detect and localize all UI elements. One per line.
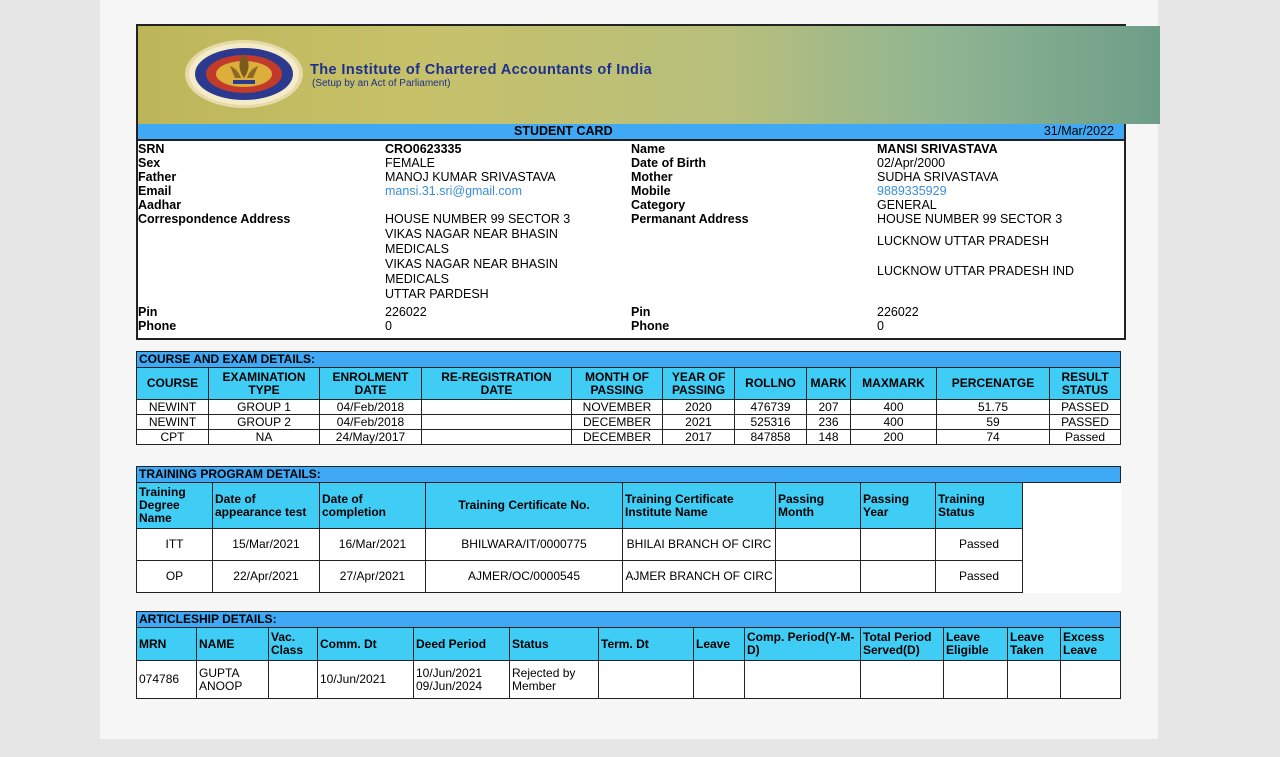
column-header: Passing Month bbox=[776, 483, 861, 529]
table-cell: 22/Apr/2021 bbox=[213, 561, 320, 593]
column-header: Date of completion bbox=[320, 483, 426, 529]
table-cell: ITT bbox=[137, 529, 213, 561]
column-header: Training Status bbox=[936, 483, 1023, 529]
column-header: Deed Period bbox=[414, 628, 510, 661]
leave-eligible-cell bbox=[944, 661, 1008, 699]
training-table bbox=[136, 466, 1121, 593]
column-header: MRN bbox=[137, 628, 197, 661]
table-cell: 16/Mar/2021 bbox=[320, 529, 426, 561]
mother-value: SUDHA SRIVASTAVA bbox=[877, 170, 999, 184]
articleship-table bbox=[136, 611, 1121, 699]
column-header: Comm. Dt bbox=[318, 628, 414, 661]
table-cell bbox=[861, 561, 936, 593]
table-cell: 236 bbox=[807, 415, 851, 430]
table-cell bbox=[861, 529, 936, 561]
column-header: Comp. Period(Y-M-D) bbox=[745, 628, 861, 661]
column-header: NAME bbox=[197, 628, 269, 661]
perm-address-line: LUCKNOW UTTAR PRADESH IND bbox=[877, 264, 1075, 278]
table-cell: PASSED bbox=[1050, 415, 1121, 430]
column-header: Leave bbox=[694, 628, 745, 661]
table-cell bbox=[776, 561, 861, 593]
leave-cell bbox=[694, 661, 745, 699]
column-header: Training Degree Name bbox=[137, 483, 213, 529]
term-dt-cell bbox=[599, 661, 694, 699]
table-cell: NOVEMBER bbox=[572, 400, 663, 415]
table-cell: NEWINT bbox=[137, 400, 209, 415]
table-cell: Passed bbox=[936, 529, 1023, 561]
table-cell: 24/May/2017 bbox=[320, 430, 422, 445]
table-cell: 04/Feb/2018 bbox=[320, 400, 422, 415]
blank-cell bbox=[1023, 483, 1121, 529]
table-row bbox=[137, 430, 1121, 445]
mobile-link[interactable]: 9889335929 bbox=[877, 184, 947, 198]
table-cell: 400 bbox=[851, 400, 937, 415]
table-cell: Passed bbox=[1050, 430, 1121, 445]
mrn-cell: 074786 bbox=[137, 661, 197, 699]
pin2-value: 226022 bbox=[877, 305, 919, 319]
column-header: Status bbox=[510, 628, 599, 661]
table-row bbox=[137, 529, 1121, 561]
comm-dt-cell: 10/Jun/2021 bbox=[318, 661, 414, 699]
table-cell: BHILWARA/IT/0000775 bbox=[426, 529, 623, 561]
srn-value: CRO0623335 bbox=[385, 142, 462, 156]
name-label: Name bbox=[631, 142, 666, 156]
table-cell: NA bbox=[209, 430, 320, 445]
mother-label: Mother bbox=[631, 170, 673, 184]
table-cell: DECEMBER bbox=[572, 430, 663, 445]
table-cell bbox=[776, 529, 861, 561]
mobile-label: Mobile bbox=[631, 184, 671, 198]
dob-label: Date of Birth bbox=[631, 156, 706, 170]
table-cell: 476739 bbox=[735, 400, 807, 415]
srn-label: SRN bbox=[138, 142, 165, 156]
column-header: MARK bbox=[807, 368, 851, 400]
table-cell: AJMER BRANCH OF CIRC bbox=[623, 561, 776, 593]
email-label: Email bbox=[138, 184, 172, 198]
articleship-section-title: ARTICLESHIP DETAILS: bbox=[137, 612, 1121, 628]
deed-to: 09/Jun/2024 bbox=[416, 678, 483, 693]
phone2-label: Phone bbox=[631, 319, 670, 333]
org-name: The Institute of Chartered Accountants of India bbox=[310, 62, 653, 78]
table-row bbox=[137, 415, 1121, 430]
father-label: Father bbox=[138, 170, 177, 184]
dob-value: 02/Apr/2000 bbox=[877, 156, 946, 170]
column-header: PERCENATGE bbox=[937, 368, 1050, 400]
table-cell: NEWINT bbox=[137, 415, 209, 430]
status-cell: Rejected by Member bbox=[510, 661, 599, 699]
column-header: Leave Taken bbox=[1008, 628, 1061, 661]
column-header: Passing Year bbox=[861, 483, 936, 529]
leave-taken-cell bbox=[1008, 661, 1061, 699]
email-link[interactable]: mansi.31.sri@gmail.com bbox=[385, 184, 523, 198]
column-header: ROLLNO bbox=[735, 368, 807, 400]
name-cell: GUPTA ANOOP bbox=[197, 661, 269, 699]
table-cell bbox=[422, 430, 572, 445]
header-banner bbox=[138, 26, 1160, 124]
address-line: VIKAS NAGAR NEAR BHASIN bbox=[385, 257, 558, 271]
student-card-bar bbox=[138, 124, 1124, 141]
table-cell: 27/Apr/2021 bbox=[320, 561, 426, 593]
table-cell: 148 bbox=[807, 430, 851, 445]
table-cell: OP bbox=[137, 561, 213, 593]
table-cell: CPT bbox=[137, 430, 209, 445]
table-cell: 59 bbox=[937, 415, 1050, 430]
column-header: Date of appearance test bbox=[213, 483, 320, 529]
category-label: Category bbox=[631, 198, 686, 212]
table-cell: 2021 bbox=[663, 415, 735, 430]
column-header: ENROLMENT DATE bbox=[320, 368, 422, 400]
category-value: GENERAL bbox=[877, 198, 937, 212]
address-line: UTTAR PARDESH bbox=[385, 287, 489, 301]
column-header: Total Period Served(D) bbox=[861, 628, 944, 661]
table-cell: 51.75 bbox=[937, 400, 1050, 415]
table-cell: 847858 bbox=[735, 430, 807, 445]
table-cell: 04/Feb/2018 bbox=[320, 415, 422, 430]
address-line: HOUSE NUMBER 99 SECTOR 3 bbox=[385, 212, 571, 226]
table-cell: 400 bbox=[851, 415, 937, 430]
table-cell: 2020 bbox=[663, 400, 735, 415]
excess-leave-cell bbox=[1061, 661, 1121, 699]
corr-address-label: Correspondence Address bbox=[138, 212, 291, 226]
column-header: COURSE bbox=[137, 368, 209, 400]
course-section-title: COURSE AND EXAM DETAILS: bbox=[137, 352, 1121, 368]
column-header: Training Certificate Institute Name bbox=[623, 483, 776, 529]
column-header: Excess Leave bbox=[1061, 628, 1121, 661]
table-cell: 15/Mar/2021 bbox=[213, 529, 320, 561]
deed-period-cell bbox=[414, 661, 510, 699]
column-header: YEAR OF PASSING bbox=[663, 368, 735, 400]
column-header: MAXMARK bbox=[851, 368, 937, 400]
column-header: RE-REGISTRATION DATE bbox=[422, 368, 572, 400]
pin-value: 226022 bbox=[385, 305, 427, 319]
table-cell: GROUP 1 bbox=[209, 400, 320, 415]
column-header: RESULT STATUS bbox=[1050, 368, 1121, 400]
table-cell: 200 bbox=[851, 430, 937, 445]
blank-cell bbox=[1023, 529, 1121, 561]
column-header: MONTH OF PASSING bbox=[572, 368, 663, 400]
column-header: Training Certificate No. bbox=[426, 483, 623, 529]
phone-label: Phone bbox=[138, 319, 177, 333]
address-line: MEDICALS bbox=[385, 242, 449, 256]
father-value: MANOJ KUMAR SRIVASTAVA bbox=[385, 170, 556, 184]
table-cell: 2017 bbox=[663, 430, 735, 445]
total-period-cell bbox=[861, 661, 944, 699]
table-cell: Passed bbox=[936, 561, 1023, 593]
blank-cell bbox=[1023, 561, 1121, 593]
table-cell: DECEMBER bbox=[572, 415, 663, 430]
vac-class-cell bbox=[269, 661, 318, 699]
name-value: MANSI SRIVASTAVA bbox=[877, 142, 998, 156]
pin2-label: Pin bbox=[631, 305, 651, 319]
org-subtitle: (Setup by an Act of Parliament) bbox=[312, 78, 451, 89]
card-date: 31/Mar/2022 bbox=[1043, 124, 1114, 138]
table-row bbox=[137, 661, 1121, 699]
sex-value: FEMALE bbox=[385, 156, 436, 170]
table-cell: 74 bbox=[937, 430, 1050, 445]
deed-from: 10/Jun/2021 bbox=[416, 665, 483, 680]
sex-label: Sex bbox=[138, 156, 161, 170]
table-cell: BHILAI BRANCH OF CIRC bbox=[623, 529, 776, 561]
phone-value: 0 bbox=[385, 319, 392, 333]
column-header: Term. Dt bbox=[599, 628, 694, 661]
table-row bbox=[137, 400, 1121, 415]
table-cell: PASSED bbox=[1050, 400, 1121, 415]
phone2-value: 0 bbox=[877, 319, 884, 333]
table-row bbox=[137, 561, 1121, 593]
column-header: Vac. Class bbox=[269, 628, 318, 661]
table-cell bbox=[422, 415, 572, 430]
table-cell: GROUP 2 bbox=[209, 415, 320, 430]
address-line: VIKAS NAGAR NEAR BHASIN bbox=[385, 227, 558, 241]
perm-address-label: Permanant Address bbox=[631, 212, 749, 226]
table-cell bbox=[422, 400, 572, 415]
aadhar-label: Aadhar bbox=[138, 198, 182, 212]
table-cell: AJMER/OC/0000545 bbox=[426, 561, 623, 593]
table-cell: 207 bbox=[807, 400, 851, 415]
column-header: EXAMINATION TYPE bbox=[209, 368, 320, 400]
perm-address-line: HOUSE NUMBER 99 SECTOR 3 bbox=[877, 212, 1063, 226]
table-cell: 525316 bbox=[735, 415, 807, 430]
address-line: MEDICALS bbox=[385, 272, 449, 286]
student-card bbox=[136, 24, 1126, 340]
correspondence-address bbox=[385, 212, 600, 302]
column-header: Leave Eligible bbox=[944, 628, 1008, 661]
training-section-title: TRAINING PROGRAM DETAILS: bbox=[137, 467, 1121, 483]
comp-period-cell bbox=[745, 661, 861, 699]
pin-label: Pin bbox=[138, 305, 158, 319]
course-exam-table bbox=[136, 351, 1121, 445]
card-title: STUDENT CARD bbox=[514, 124, 613, 138]
icai-logo bbox=[183, 38, 305, 110]
perm-address-line: LUCKNOW UTTAR PRADESH bbox=[877, 234, 1050, 248]
